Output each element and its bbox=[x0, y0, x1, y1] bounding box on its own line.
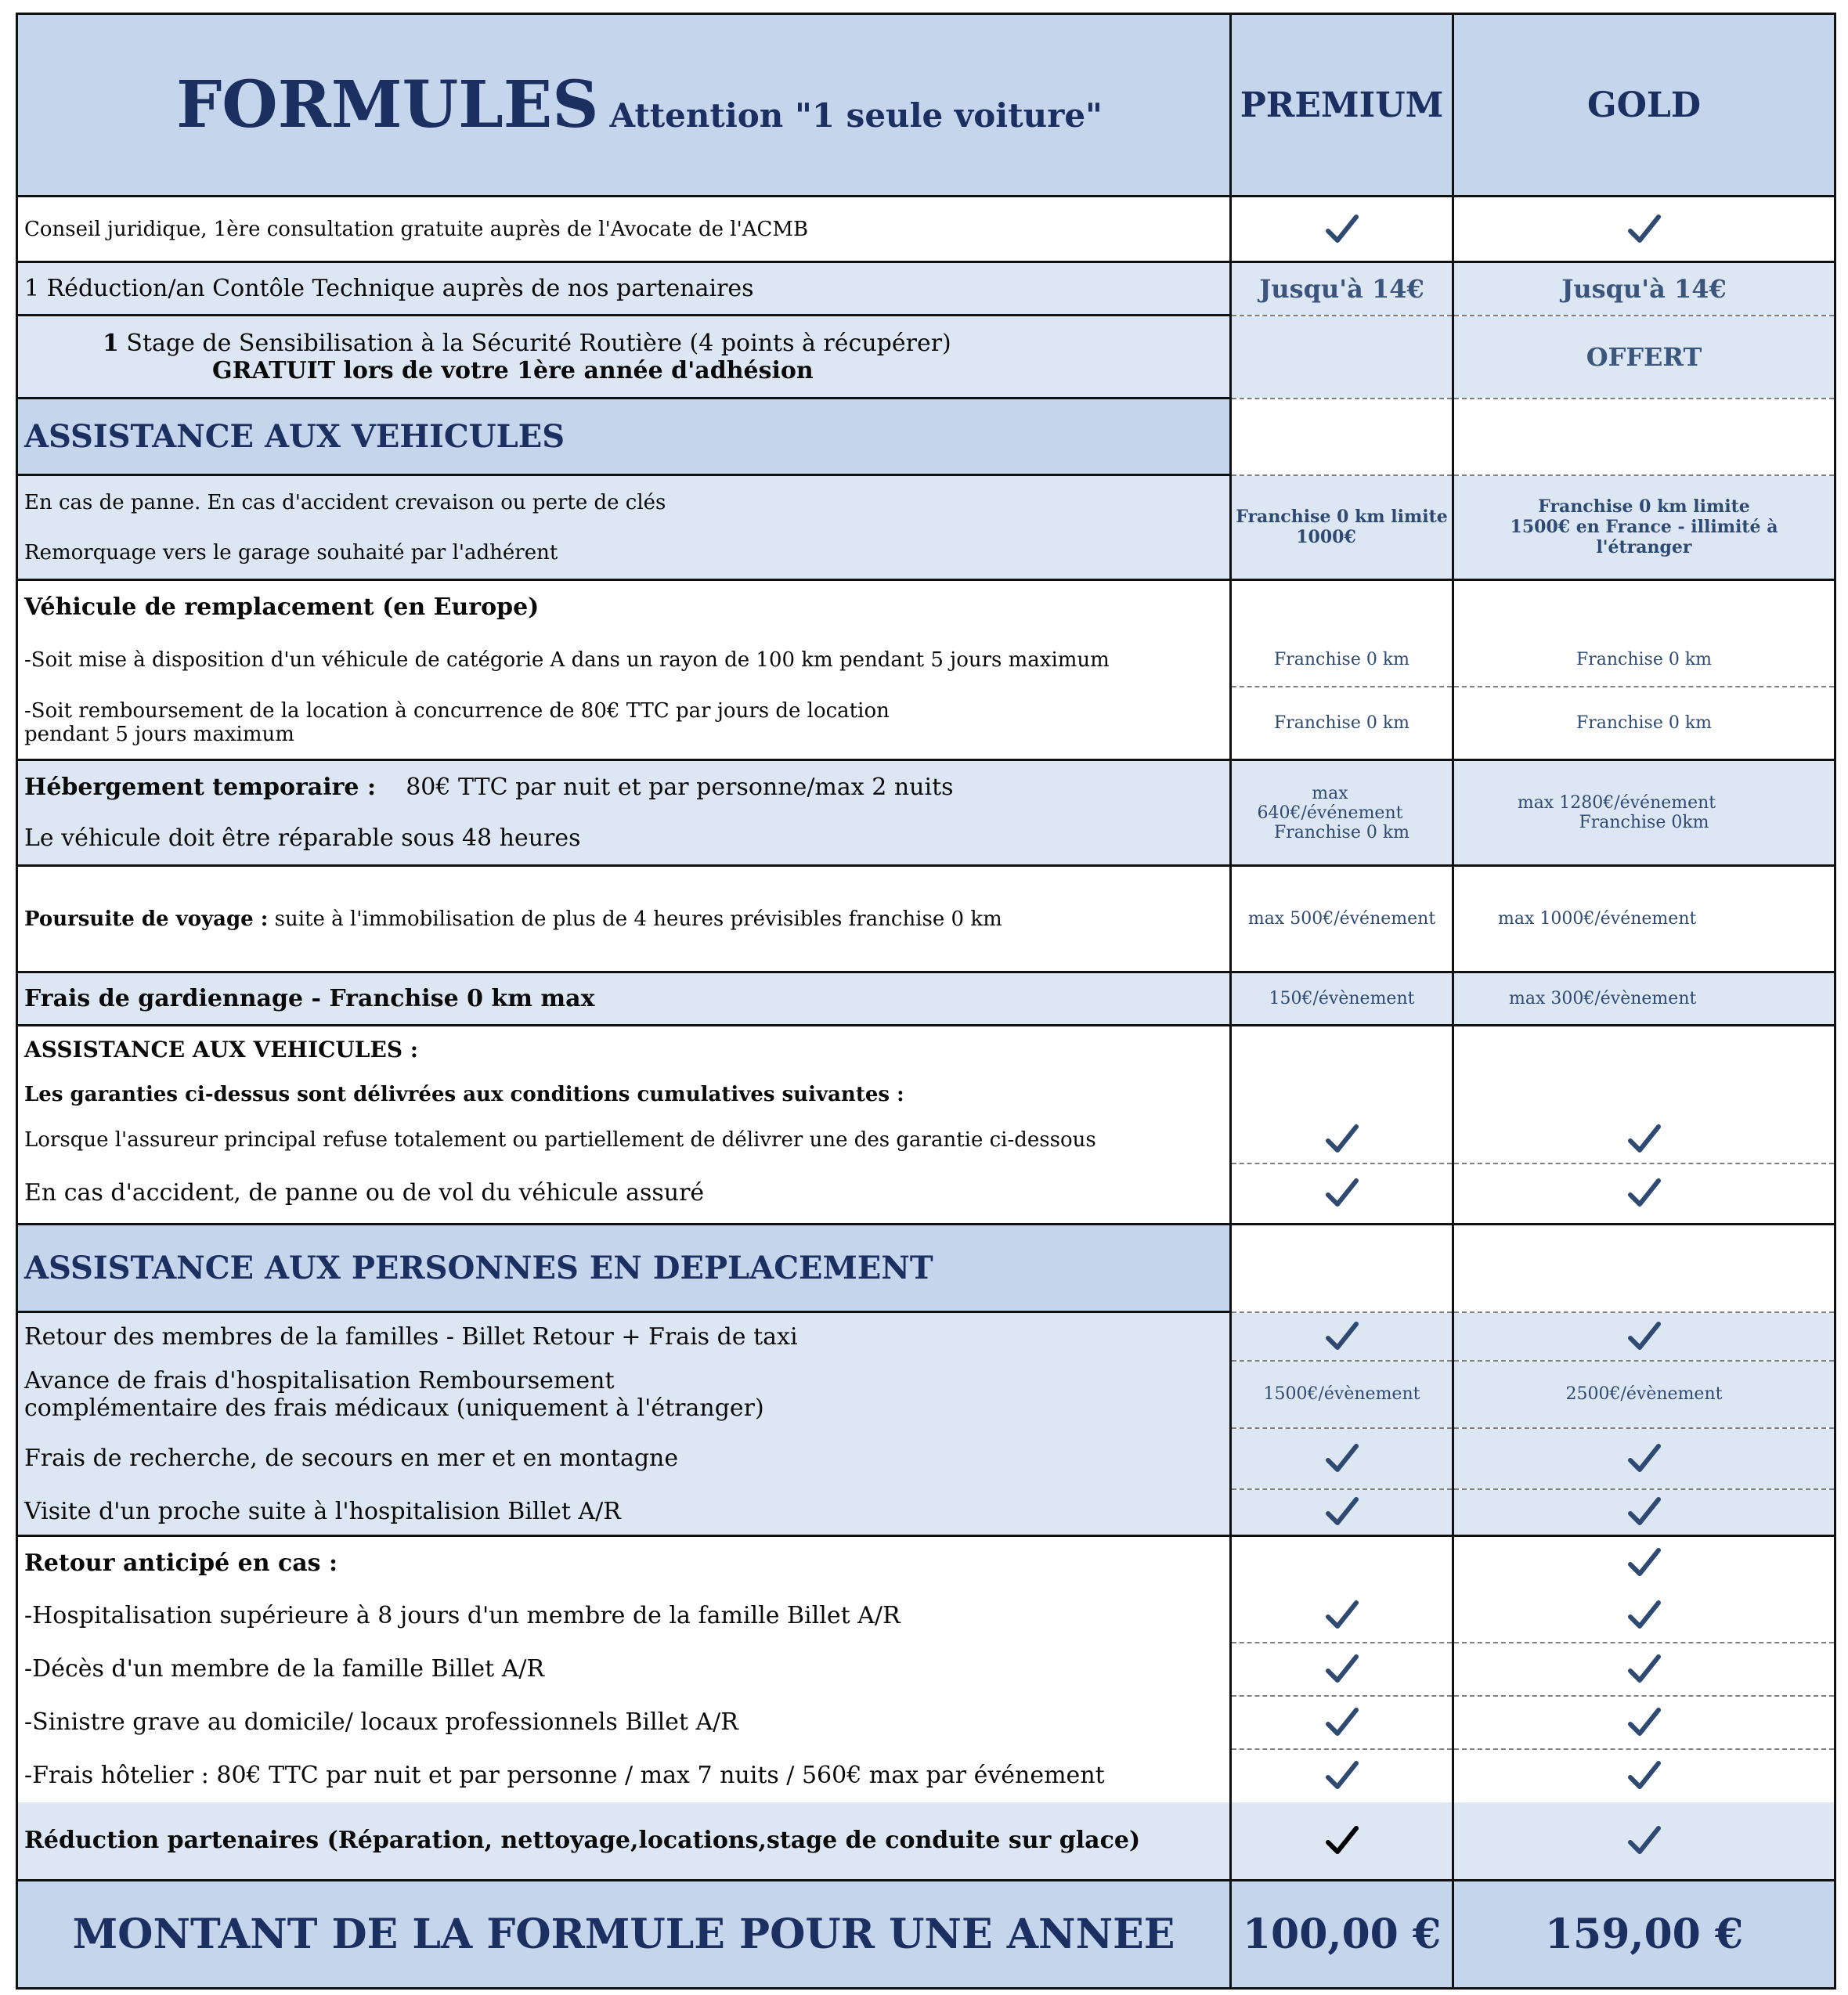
remplacement-a-gold: Franchise 0 km bbox=[1453, 633, 1835, 687]
check-icon bbox=[1626, 1440, 1663, 1477]
title-cell bbox=[17, 14, 1231, 197]
table-row bbox=[17, 1696, 1835, 1749]
table-row bbox=[17, 972, 1835, 1026]
row-label: Conseil juridique, 1ère consultation gratuite auprès de l'Avocate de l'ACMB bbox=[17, 197, 1231, 262]
check-icon bbox=[1323, 211, 1361, 248]
table-row bbox=[17, 262, 1835, 316]
check-icon bbox=[1323, 1120, 1361, 1158]
premium-header: PREMIUM bbox=[1231, 14, 1453, 197]
row-label: -Soit mise à disposition d'un véhicule de catégorie A dans un rayon de 100 km pendant 5 jours maximum bbox=[17, 633, 1231, 687]
check-icon bbox=[1626, 1120, 1663, 1158]
section-title: ASSISTANCE AUX PERSONNES EN DEPLACEMENT bbox=[17, 1225, 1231, 1312]
avance-premium: 1500€/évènement bbox=[1231, 1361, 1453, 1428]
formules-table bbox=[16, 13, 1834, 1990]
gardiennage-premium: 150€/évènement bbox=[1231, 972, 1453, 1026]
check-icon bbox=[1323, 1174, 1361, 1212]
row-label: ASSISTANCE AUX VEHICULES : bbox=[17, 1026, 1231, 1073]
check-icon bbox=[1626, 1650, 1663, 1688]
row-label: Poursuite de voyage : suite à l'immobilisation de plus de 4 heures prévisibles franchise 0 km bbox=[17, 866, 1231, 972]
remplacement-a-premium: Franchise 0 km bbox=[1231, 633, 1453, 687]
table-row bbox=[17, 1361, 1835, 1428]
row-label: -Sinistre grave au domicile/ locaux professionnels Billet A/R bbox=[17, 1696, 1231, 1749]
row-label: Frais de recherche, de secours en mer et en montagne bbox=[17, 1428, 1231, 1489]
table-row bbox=[17, 1428, 1835, 1489]
panne-premium: Franchise 0 km limite 1000€ bbox=[1231, 475, 1453, 580]
check-icon bbox=[1626, 211, 1663, 248]
header-row bbox=[17, 14, 1835, 197]
section-title: ASSISTANCE AUX VEHICULES bbox=[17, 399, 1231, 475]
check-icon bbox=[1323, 1650, 1361, 1688]
gardiennage-gold: max 300€/évènement bbox=[1453, 972, 1835, 1026]
poursuite-premium: max 500€/événement bbox=[1231, 866, 1453, 972]
table-row bbox=[17, 580, 1835, 633]
check-icon bbox=[1323, 1318, 1361, 1355]
reduction-ct-gold: Jusqu'à 14€ bbox=[1561, 273, 1727, 304]
check-icon bbox=[1626, 1174, 1663, 1212]
row-label: Véhicule de remplacement (en Europe) bbox=[17, 580, 1231, 633]
page-subtitle: Attention "1 seule voiture" bbox=[609, 96, 1103, 135]
row-label: 1 Stage de Sensibilisation à la Sécurité Routière (4 points à récupérer) GRATUIT lors de votre 1ère année d'adhésion bbox=[17, 316, 1231, 399]
row-label: -Frais hôtelier : 80€ TTC par nuit et par personne / max 7 nuits / 560€ max par événement bbox=[17, 1749, 1231, 1802]
row-label: Retour anticipé en cas : bbox=[17, 1536, 1231, 1589]
remplacement-b-premium: Franchise 0 km bbox=[1231, 687, 1453, 760]
page-title: FORMULES bbox=[176, 67, 599, 142]
table-row bbox=[17, 1073, 1835, 1117]
row-label: -Décès d'un membre de la famille Billet A/R bbox=[17, 1643, 1231, 1696]
check-icon bbox=[1323, 1596, 1361, 1634]
table-row bbox=[17, 866, 1835, 972]
row-label: Frais de gardiennage - Franchise 0 km max bbox=[17, 972, 1231, 1026]
row-label: 1 Réduction/an Contôle Technique auprès de nos partenaires bbox=[17, 262, 1231, 316]
section-header bbox=[17, 1225, 1835, 1312]
table-row bbox=[17, 1117, 1835, 1163]
table-row bbox=[17, 475, 1835, 580]
row-label: Lorsque l'assureur principal refuse totalement ou partiellement de délivrer une des garantie ci-dessous bbox=[17, 1117, 1231, 1163]
table-row bbox=[17, 1163, 1835, 1225]
row-label: -Hospitalisation supérieure à 8 jours d'un membre de la famille Billet A/R bbox=[17, 1589, 1231, 1643]
table-row bbox=[17, 1026, 1835, 1073]
table-row bbox=[17, 1312, 1835, 1361]
table-row bbox=[17, 760, 1835, 866]
table-row bbox=[17, 1536, 1835, 1589]
hebergement-gold: max 1280€/événement Franchise 0km bbox=[1453, 760, 1835, 866]
check-icon bbox=[1626, 1544, 1663, 1582]
check-icon bbox=[1323, 1493, 1361, 1531]
row-label: Avance de frais d'hospitalisation Remboursement complémentaire des frais médicaux (uniquement à l'étranger) bbox=[17, 1361, 1231, 1428]
row-label: Réduction partenaires (Réparation, nettoyage,locations,stage de conduite sur glace) bbox=[17, 1802, 1231, 1881]
total-gold: 159,00 € bbox=[1544, 1910, 1744, 1958]
remplacement-b-gold: Franchise 0 km bbox=[1453, 687, 1835, 760]
table-row bbox=[17, 1802, 1835, 1881]
check-icon bbox=[1626, 1822, 1663, 1860]
stage-gold: OFFERT bbox=[1586, 341, 1702, 372]
check-icon bbox=[1626, 1493, 1663, 1531]
table-row bbox=[17, 1489, 1835, 1536]
row-label: Les garanties ci-dessus sont délivrées aux conditions cumulatives suivantes : bbox=[17, 1073, 1231, 1117]
table-row bbox=[17, 1589, 1835, 1643]
check-icon bbox=[1626, 1596, 1663, 1634]
hebergement-premium: max 640€/événement Franchise 0 km bbox=[1231, 760, 1453, 866]
check-icon bbox=[1626, 1757, 1663, 1795]
check-icon bbox=[1626, 1318, 1663, 1355]
table-row bbox=[17, 1643, 1835, 1696]
row-label: Visite d'un proche suite à l'hospitalision Billet A/R bbox=[17, 1489, 1231, 1536]
table-row bbox=[17, 316, 1835, 399]
section-header bbox=[17, 399, 1835, 475]
total-label: MONTANT DE LA FORMULE POUR UNE ANNEE bbox=[17, 1881, 1231, 1989]
check-icon bbox=[1323, 1757, 1361, 1795]
table-row bbox=[17, 633, 1835, 687]
poursuite-gold: max 1000€/événement bbox=[1453, 866, 1835, 972]
panne-gold: Franchise 0 km limite 1500€ en France - illimité à l'étranger bbox=[1453, 475, 1835, 580]
check-icon bbox=[1323, 1440, 1361, 1477]
row-label: -Soit remboursement de la location à concurrence de 80€ TTC par jours de location pendant 5 jours maximum bbox=[17, 687, 1231, 760]
row-label: Hébergement temporaire : 80€ TTC par nuit et par personne/max 2 nuits Le véhicule doit être réparable sous 48 heures bbox=[17, 760, 1231, 866]
check-icon bbox=[1323, 1822, 1361, 1860]
total-premium: 100,00 € bbox=[1242, 1910, 1442, 1958]
reduction-ct-premium: Jusqu'à 14€ bbox=[1259, 273, 1424, 304]
gold-header: GOLD bbox=[1453, 14, 1835, 197]
table-row bbox=[17, 1749, 1835, 1802]
row-label: Retour des membres de la familles - Billet Retour + Frais de taxi bbox=[17, 1312, 1231, 1361]
row-label: En cas de panne. En cas d'accident crevaison ou perte de clés Remorquage vers le garage souhaité par l'adhérent bbox=[17, 475, 1231, 580]
row-label: En cas d'accident, de panne ou de vol du véhicule assuré bbox=[17, 1163, 1231, 1225]
check-icon bbox=[1323, 1704, 1361, 1741]
check-icon bbox=[1626, 1704, 1663, 1741]
table-row bbox=[17, 197, 1835, 262]
table-row bbox=[17, 687, 1835, 760]
avance-gold: 2500€/évènement bbox=[1453, 1361, 1835, 1428]
total-row bbox=[17, 1881, 1835, 1989]
